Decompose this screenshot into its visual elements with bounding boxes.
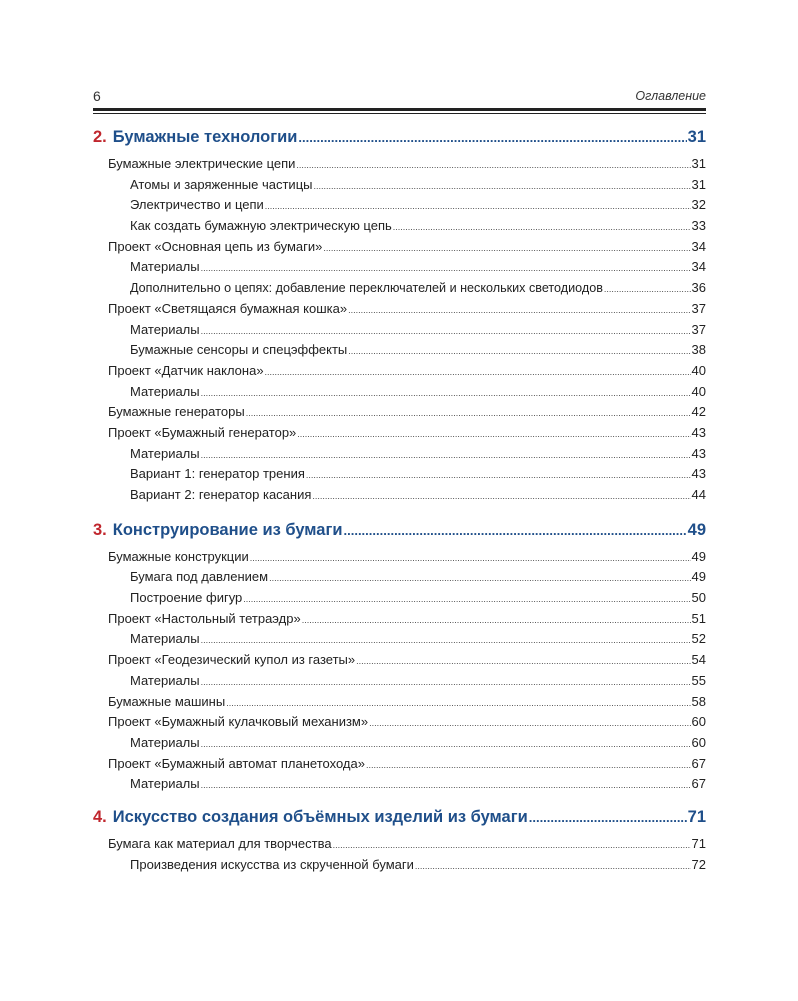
entry-title: Построение фигур	[130, 590, 243, 606]
entry-title: Бумажные конструкции	[108, 548, 249, 564]
dot-leader	[344, 518, 687, 543]
entry-page: 67	[691, 755, 706, 771]
entry-page: 43	[691, 424, 706, 440]
toc-entry[interactable]	[93, 361, 706, 382]
toc-entry[interactable]	[93, 834, 706, 855]
toc-entry[interactable]	[93, 423, 706, 444]
toc-entry[interactable]	[93, 650, 706, 671]
toc-entry[interactable]	[93, 588, 706, 609]
entry-title: Вариант 1: генератор трения	[130, 466, 305, 482]
entry-page: 55	[691, 672, 706, 688]
spacer	[93, 795, 706, 804]
dot-leader	[265, 362, 691, 382]
entry-page: 43	[691, 466, 706, 482]
toc-entry[interactable]	[93, 547, 706, 568]
entry-title: Проект «Бумажный автомат планетохода»	[108, 755, 365, 771]
chapter-title: Искусство создания объёмных изделий из бумаги	[112, 807, 528, 826]
entry-title: Проект «Бумажный генератор»	[108, 424, 297, 440]
entry-page: 37	[691, 300, 706, 316]
dot-leader	[246, 403, 691, 423]
dot-leader	[297, 424, 690, 444]
toc-entry[interactable]	[93, 609, 706, 630]
entry-title: Вариант 2: генератор касания	[130, 487, 312, 502]
entry-title: Материалы	[130, 445, 200, 461]
entry-page: 42	[691, 404, 706, 420]
toc-entry[interactable]	[93, 216, 706, 237]
dot-leader	[250, 548, 691, 568]
entry-title: Материалы	[130, 672, 200, 688]
entry-title: Проект «Бумажный кулачковый механизм»	[108, 714, 369, 730]
entry-page: 34	[691, 238, 706, 254]
entry-page: 49	[691, 548, 706, 564]
entry-title: Электричество и цепи	[130, 197, 264, 213]
entry-title: Материалы	[130, 321, 200, 337]
entry-page: 31	[691, 156, 706, 171]
entry-page: 50	[691, 590, 706, 606]
entry-page: 72	[691, 856, 706, 872]
dot-leader	[265, 196, 691, 216]
dot-leader	[306, 465, 691, 485]
dot-leader	[201, 775, 691, 795]
entry-title: Бумажные генераторы	[108, 404, 245, 420]
toc-entry[interactable]	[93, 195, 706, 216]
entry-page: 40	[691, 383, 706, 399]
entry-title: Бумага как материал для творчества	[108, 835, 332, 851]
entry-title: Проект «Настольный тетраэдр»	[108, 610, 301, 626]
dot-leader	[415, 856, 691, 876]
toc-entry[interactable]	[93, 382, 706, 403]
dot-leader	[269, 568, 690, 588]
dot-leader	[201, 445, 691, 465]
dot-leader	[201, 672, 691, 692]
toc-entry[interactable]	[93, 692, 706, 713]
chapter-page: 49	[687, 520, 706, 539]
entry-page: 38	[691, 342, 706, 358]
entry-page: 44	[691, 487, 706, 502]
toc-entry[interactable]	[93, 175, 706, 196]
chapter-heading[interactable]	[93, 124, 706, 150]
entry-page: 34	[691, 259, 706, 275]
entry-page: 36	[691, 280, 706, 296]
entry-page: 67	[691, 776, 706, 792]
entry-page: 60	[691, 714, 706, 730]
chapter-page: 31	[687, 128, 706, 146]
entry-page: 49	[691, 569, 706, 585]
toc-entry[interactable]	[93, 340, 706, 361]
toc-entry[interactable]	[93, 485, 706, 506]
entry-page: 60	[691, 734, 706, 750]
entry-title: Материалы	[130, 383, 200, 399]
chapter-heading[interactable]	[93, 804, 706, 830]
dot-leader	[312, 486, 690, 506]
running-title: Оглавление	[635, 89, 706, 103]
header-rule-thin	[93, 113, 706, 114]
dot-leader	[369, 713, 690, 733]
toc-entry[interactable]	[93, 774, 706, 795]
dot-leader	[604, 279, 691, 299]
chapter-page: 71	[687, 807, 706, 826]
entry-title: Бумага под давлением	[130, 569, 269, 585]
entry-title: Бумажные электрические цепи	[108, 156, 296, 171]
dot-leader	[313, 176, 690, 196]
toc-entry[interactable]	[93, 629, 706, 650]
entry-page: 33	[691, 218, 706, 234]
toc-entry[interactable]	[93, 154, 706, 175]
entry-title: Материалы	[130, 259, 200, 275]
entry-title: Проект «Геодезический купол из газеты»	[108, 652, 356, 668]
dot-leader	[348, 300, 690, 320]
chapter-heading[interactable]	[93, 517, 706, 543]
dot-leader	[201, 258, 691, 278]
toc-entry[interactable]	[93, 671, 706, 692]
toc-entry[interactable]	[93, 733, 706, 754]
toc-entry[interactable]	[93, 464, 706, 485]
toc-entry[interactable]	[93, 299, 706, 320]
dot-leader	[302, 610, 691, 630]
chapter-number: 4.	[93, 807, 107, 826]
entry-page: 58	[691, 693, 706, 709]
dot-leader	[243, 589, 690, 609]
table-of-contents	[93, 124, 706, 875]
toc-entry[interactable]	[93, 402, 706, 423]
entry-title: Проект «Светящаяся бумажная кошка»	[108, 300, 348, 316]
toc-entry[interactable]	[93, 567, 706, 588]
toc-entry[interactable]	[93, 320, 706, 341]
dot-leader	[366, 755, 691, 775]
dot-leader	[393, 217, 691, 237]
page-header	[93, 88, 706, 112]
dot-leader	[529, 805, 687, 830]
dot-leader	[201, 734, 691, 754]
chapter-title: Бумажные технологии	[112, 128, 298, 146]
spacer	[93, 506, 706, 517]
dot-leader	[348, 341, 690, 361]
toc-entry[interactable]	[93, 712, 706, 733]
entry-title: Материалы	[130, 776, 200, 792]
entry-page: 71	[691, 835, 706, 851]
entry-title: Бумажные сенсоры и спецэффекты	[130, 342, 348, 358]
chapter-2	[93, 124, 706, 506]
dot-leader	[201, 630, 691, 650]
toc-entry[interactable]	[93, 237, 706, 258]
toc-entry[interactable]	[93, 257, 706, 278]
dot-leader	[201, 321, 691, 341]
entry-page: 52	[691, 631, 706, 647]
entry-page: 43	[691, 445, 706, 461]
entry-title: Материалы	[130, 631, 200, 647]
chapter-3	[93, 517, 706, 795]
entry-page: 40	[691, 362, 706, 378]
entry-page: 51	[691, 610, 706, 626]
chapter-title: Конструирование из бумаги	[112, 520, 343, 539]
dot-leader	[323, 238, 690, 258]
dot-leader	[226, 693, 690, 713]
page-number: 6	[93, 88, 101, 104]
toc-entry[interactable]	[93, 444, 706, 465]
entry-title: Дополнительно о цепях: добавление переключателей и нескольких светодиодов	[130, 281, 603, 296]
toc-entry[interactable]	[93, 754, 706, 775]
header-rule-thick	[93, 108, 706, 111]
chapter-4	[93, 804, 706, 875]
entry-title: Как создать бумажную электрическую цепь	[130, 218, 392, 234]
dot-leader	[298, 125, 686, 150]
chapter-number: 3.	[93, 520, 107, 539]
entry-title: Проект «Датчик наклона»	[108, 362, 264, 378]
toc-entry[interactable]	[93, 855, 706, 876]
dot-leader	[333, 835, 691, 855]
entry-title: Проект «Основная цепь из бумаги»	[108, 238, 323, 254]
dot-leader	[296, 155, 690, 175]
toc-entry[interactable]	[93, 278, 706, 299]
chapter-number: 2.	[93, 128, 107, 146]
entry-title: Атомы и заряженные частицы	[130, 176, 313, 192]
entry-page: 32	[691, 197, 706, 213]
entry-title: Бумажные машины	[108, 693, 226, 709]
entry-title: Произведения искусства из скрученной бумаги	[130, 856, 414, 872]
entry-title: Материалы	[130, 734, 200, 750]
entry-page: 31	[691, 176, 706, 192]
dot-leader	[201, 383, 691, 403]
entry-page: 37	[691, 321, 706, 337]
entry-page: 54	[691, 652, 706, 668]
dot-leader	[356, 651, 690, 671]
